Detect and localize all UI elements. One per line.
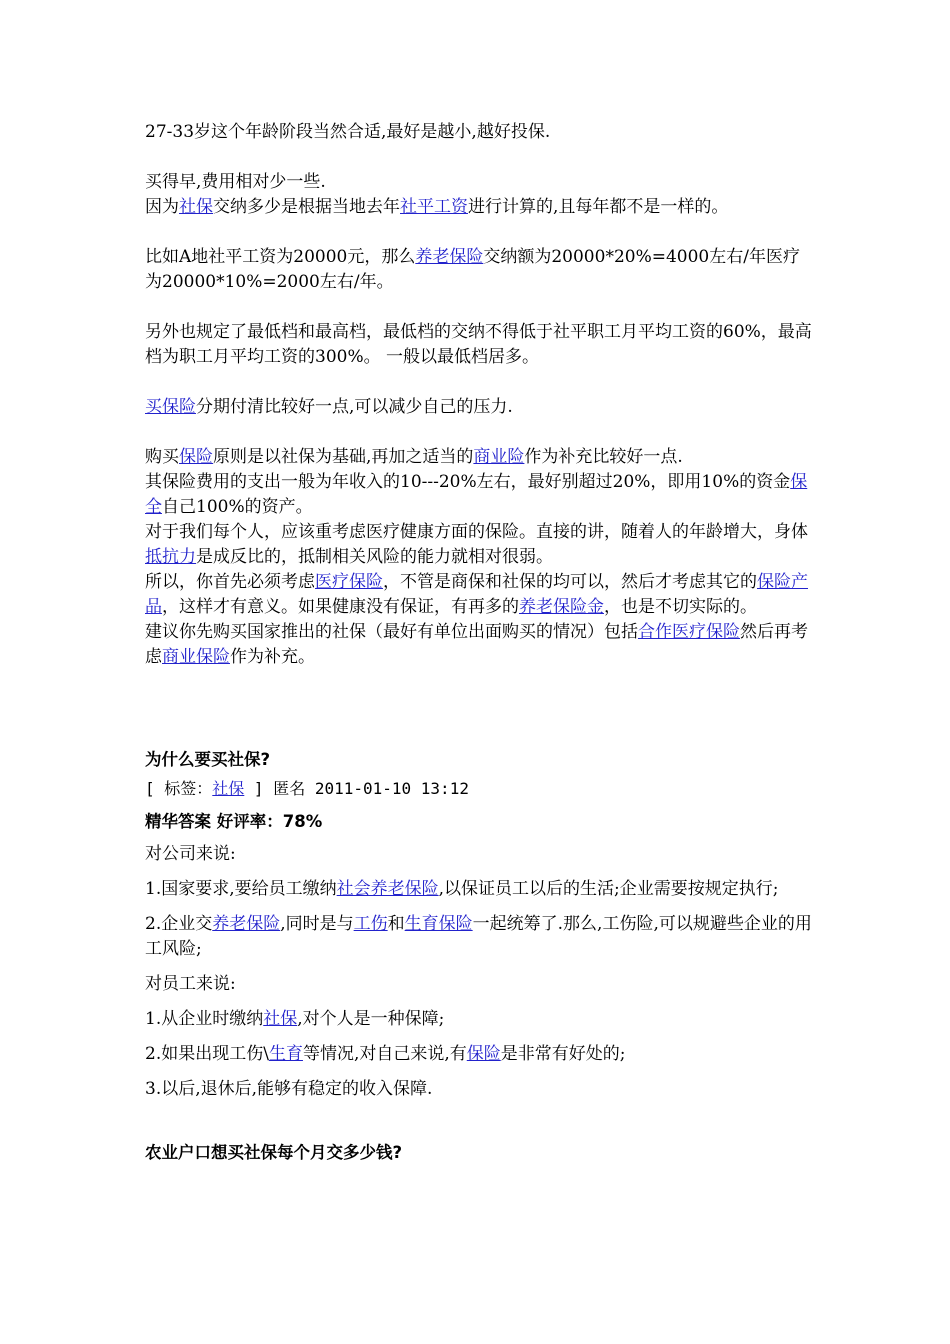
employee-point-1: 1.从企业时缴纳社保,对个人是一种保障; (145, 1009, 445, 1029)
qa-section (145, 747, 815, 1102)
link-shebao-2[interactable]: 社保 (263, 1009, 298, 1029)
link-commercial-insurance-short[interactable]: 商业险 (473, 447, 525, 467)
document-body (145, 120, 815, 1165)
link-insurance[interactable]: 保险 (179, 447, 213, 467)
link-buy-insurance[interactable]: 买保险 (145, 397, 196, 417)
company-point-2: 2.企业交养老保险,同时是与工伤和生育保险一起统筹了.那么,工伤险,可以规避些企业的用工风险; (145, 914, 812, 959)
paragraph-example: 比如A地社平工资为20000元，那么养老保险交纳额为20000*20%=4000左右/年医疗为20000*10%=2000左右/年。 (145, 247, 800, 292)
link-maternity[interactable]: 生育 (268, 1044, 303, 1064)
link-pension-fund[interactable]: 养老保险金 (519, 597, 604, 617)
employee-heading: 对员工来说: (145, 974, 236, 994)
tag-link-shebao[interactable]: 社保 (212, 779, 245, 798)
link-commercial-insurance[interactable]: 商业保险 (162, 647, 230, 667)
paragraph-suggestion: 建议你先购买国家推出的社保（最好有单位出面购买的情况）包括合作医疗保险然后再考虑商业保险作为补充。 (145, 622, 808, 667)
paragraph-min-max: 另外也规定了最低档和最高档，最低档的交纳不得低于社平职工月平均工资的60%，最高档为职工月平均工资的300%。 一般以最低档居多。 (145, 322, 812, 367)
paragraph-health: 对于我们每个人，应该重考虑医疗健康方面的保险。直接的讲，随着人的年龄增大，身体抵抗力是成反比的，抵制相关风险的能力就相对很弱。 (145, 522, 808, 567)
link-shebao[interactable]: 社保 (179, 197, 213, 217)
paragraph-principle: 购买保险原则是以社保为基础,再加之适当的商业险作为补充比较好一点. (145, 447, 683, 467)
paragraph-buy-early: 买得早,费用相对少一些. (145, 172, 326, 192)
paragraph-cost-ratio: 其保险费用的支出一般为年收入的10---20%左右，最好别超过20%，即用10%的资金保全自己100%的资产。 (145, 472, 808, 517)
best-answer-label: 精华答案 好评率：78% (145, 812, 323, 831)
link-preserve[interactable]: 保全 (145, 472, 808, 517)
link-pension-insurance-2[interactable]: 养老保险 (212, 914, 281, 934)
link-insurance-products[interactable]: 保险产品 (145, 572, 808, 617)
next-question-title: 农业户口想买社保每个月交多少钱? (145, 1143, 403, 1162)
link-cooperative-medical[interactable]: 合作医疗保险 (638, 622, 740, 642)
paragraph-installments: 买保险分期付清比较好一点,可以减少自己的压力. (145, 397, 513, 417)
link-social-pension[interactable]: 社会养老保险 (336, 879, 439, 899)
link-pension-insurance[interactable]: 养老保险 (415, 247, 484, 267)
company-point-1: 1.国家要求,要给员工缴纳社会养老保险,以保证员工以后的生活;企业需要按规定执行; (145, 879, 779, 899)
paragraph-age: 27-33岁这个年龄阶段当然合适,最好是越小,越好投保. (145, 122, 551, 142)
employee-point-3: 3.以后,退休后,能够有稳定的收入保障. (145, 1079, 433, 1099)
question-meta: [ 标签：社保 ] 匿名 2011-01-10 13:12 (145, 779, 469, 798)
link-medical-insurance[interactable]: 医疗保险 (315, 572, 383, 592)
link-average-wage[interactable]: 社平工资 (400, 197, 468, 217)
link-insurance-2[interactable]: 保险 (466, 1044, 501, 1064)
link-work-injury[interactable]: 工伤 (353, 914, 388, 934)
question-title: 为什么要买社保? (145, 750, 271, 769)
paragraph-social-insurance-basis: 因为社保交纳多少是根据当地去年社平工资进行计算的,且每年都不是一样的。 (145, 197, 729, 217)
paragraph-medical-first: 所以，你首先必须考虑医疗保险，不管是商保和社保的均可以，然后才考虑其它的保险产品，这样才有意义。如果健康没有保证，有再多的养老保险金，也是不切实际的。 (145, 572, 808, 617)
link-resistance[interactable]: 抵抗力 (145, 547, 196, 567)
company-heading: 对公司来说: (145, 844, 236, 864)
link-maternity-insurance[interactable]: 生育保险 (404, 914, 473, 934)
employee-point-2: 2.如果出现工伤\生育等情况,对自己来说,有保险是非常有好处的; (145, 1044, 626, 1064)
